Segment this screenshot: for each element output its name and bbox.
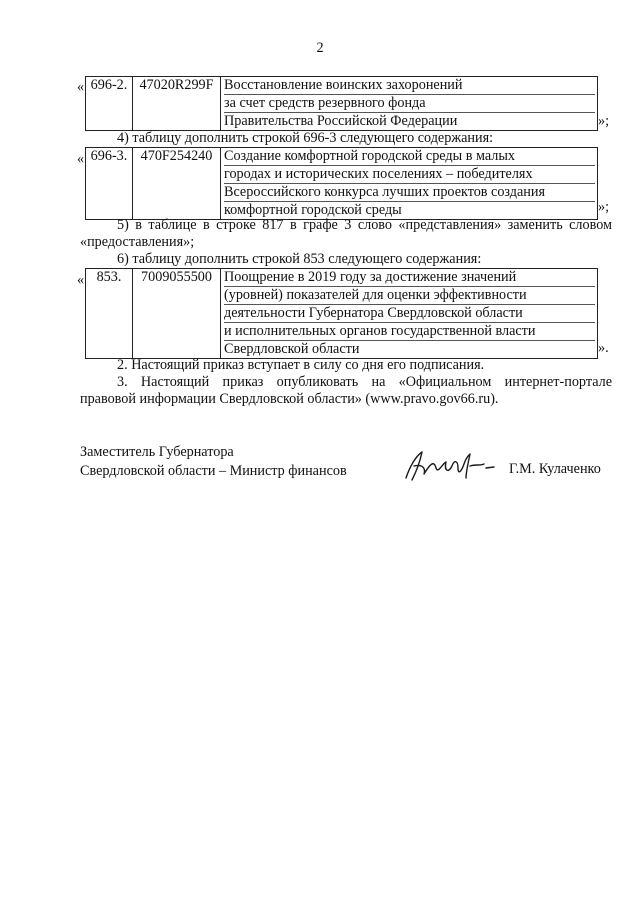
- quote-open-696-2: «: [77, 79, 85, 95]
- quote-close-853: ».: [598, 340, 609, 356]
- row-number: 696-3.: [86, 148, 133, 220]
- handwritten-signature: [400, 446, 496, 486]
- page-number: 2: [316, 40, 324, 56]
- description-line: (уровней) показателей для оценки эффективности: [224, 287, 595, 305]
- paragraph-5: 5) в таблице в строке 817 в графе 3 слово «представления» заменить словом «предоставления»;: [80, 217, 612, 250]
- signatory-position: [80, 443, 347, 481]
- row-code: 7009055500: [133, 269, 221, 359]
- paragraph-2: 2. Настоящий приказ вступает в силу со дня его подписания.: [117, 357, 485, 373]
- table-row-696-2: [85, 76, 598, 131]
- description-line: за счет средств резервного фонда: [224, 95, 595, 113]
- row-number: 853.: [86, 269, 133, 359]
- paragraph-6: 6) таблицу дополнить строкой 853 следующего содержания:: [117, 251, 482, 267]
- description-line: и исполнительных органов государственной власти: [224, 323, 595, 341]
- paragraph-3: 3. Настоящий приказ опубликовать на «Официальном интернет-портале правовой информации Свердловской области» (www.pravo.gov66.ru).: [80, 374, 612, 407]
- description-line: Поощрение в 2019 году за достижение значений: [224, 269, 595, 287]
- row-description: [221, 269, 598, 359]
- row-description: [221, 77, 598, 131]
- description-line: деятельности Губернатора Свердловской области: [224, 305, 595, 323]
- quote-close-696-3: »;: [598, 199, 610, 215]
- description-line: комфортной городской среды: [224, 202, 402, 218]
- position-line-1: Заместитель Губернатора: [80, 444, 234, 460]
- quote-open-696-3: «: [77, 151, 85, 167]
- row-code: 470F254240: [133, 148, 221, 220]
- description-line: Восстановление воинских захоронений: [224, 77, 595, 95]
- paragraph-4: 4) таблицу дополнить строкой 696-3 следующего содержания:: [117, 130, 494, 146]
- description-line: Всероссийского конкурса лучших проектов создания: [224, 184, 595, 202]
- quote-close-696-2: »;: [598, 113, 610, 129]
- description-line: Свердловской области: [224, 341, 360, 357]
- description-line: городах и исторических поселениях – победителях: [224, 166, 595, 184]
- row-code: 47020R299F: [133, 77, 221, 131]
- row-description: [221, 148, 598, 220]
- table-row-853: [85, 268, 598, 359]
- description-line: Создание комфортной городской среды в малых: [224, 148, 595, 166]
- row-number: 696-2.: [86, 77, 133, 131]
- position-line-2: Свердловской области – Министр финансов: [80, 463, 347, 479]
- quote-open-853: «: [77, 272, 85, 288]
- description-line: Правительства Российской Федерации: [224, 113, 458, 129]
- signatory-name: Г.М. Кулаченко: [509, 461, 601, 477]
- table-row-696-3: [85, 147, 598, 220]
